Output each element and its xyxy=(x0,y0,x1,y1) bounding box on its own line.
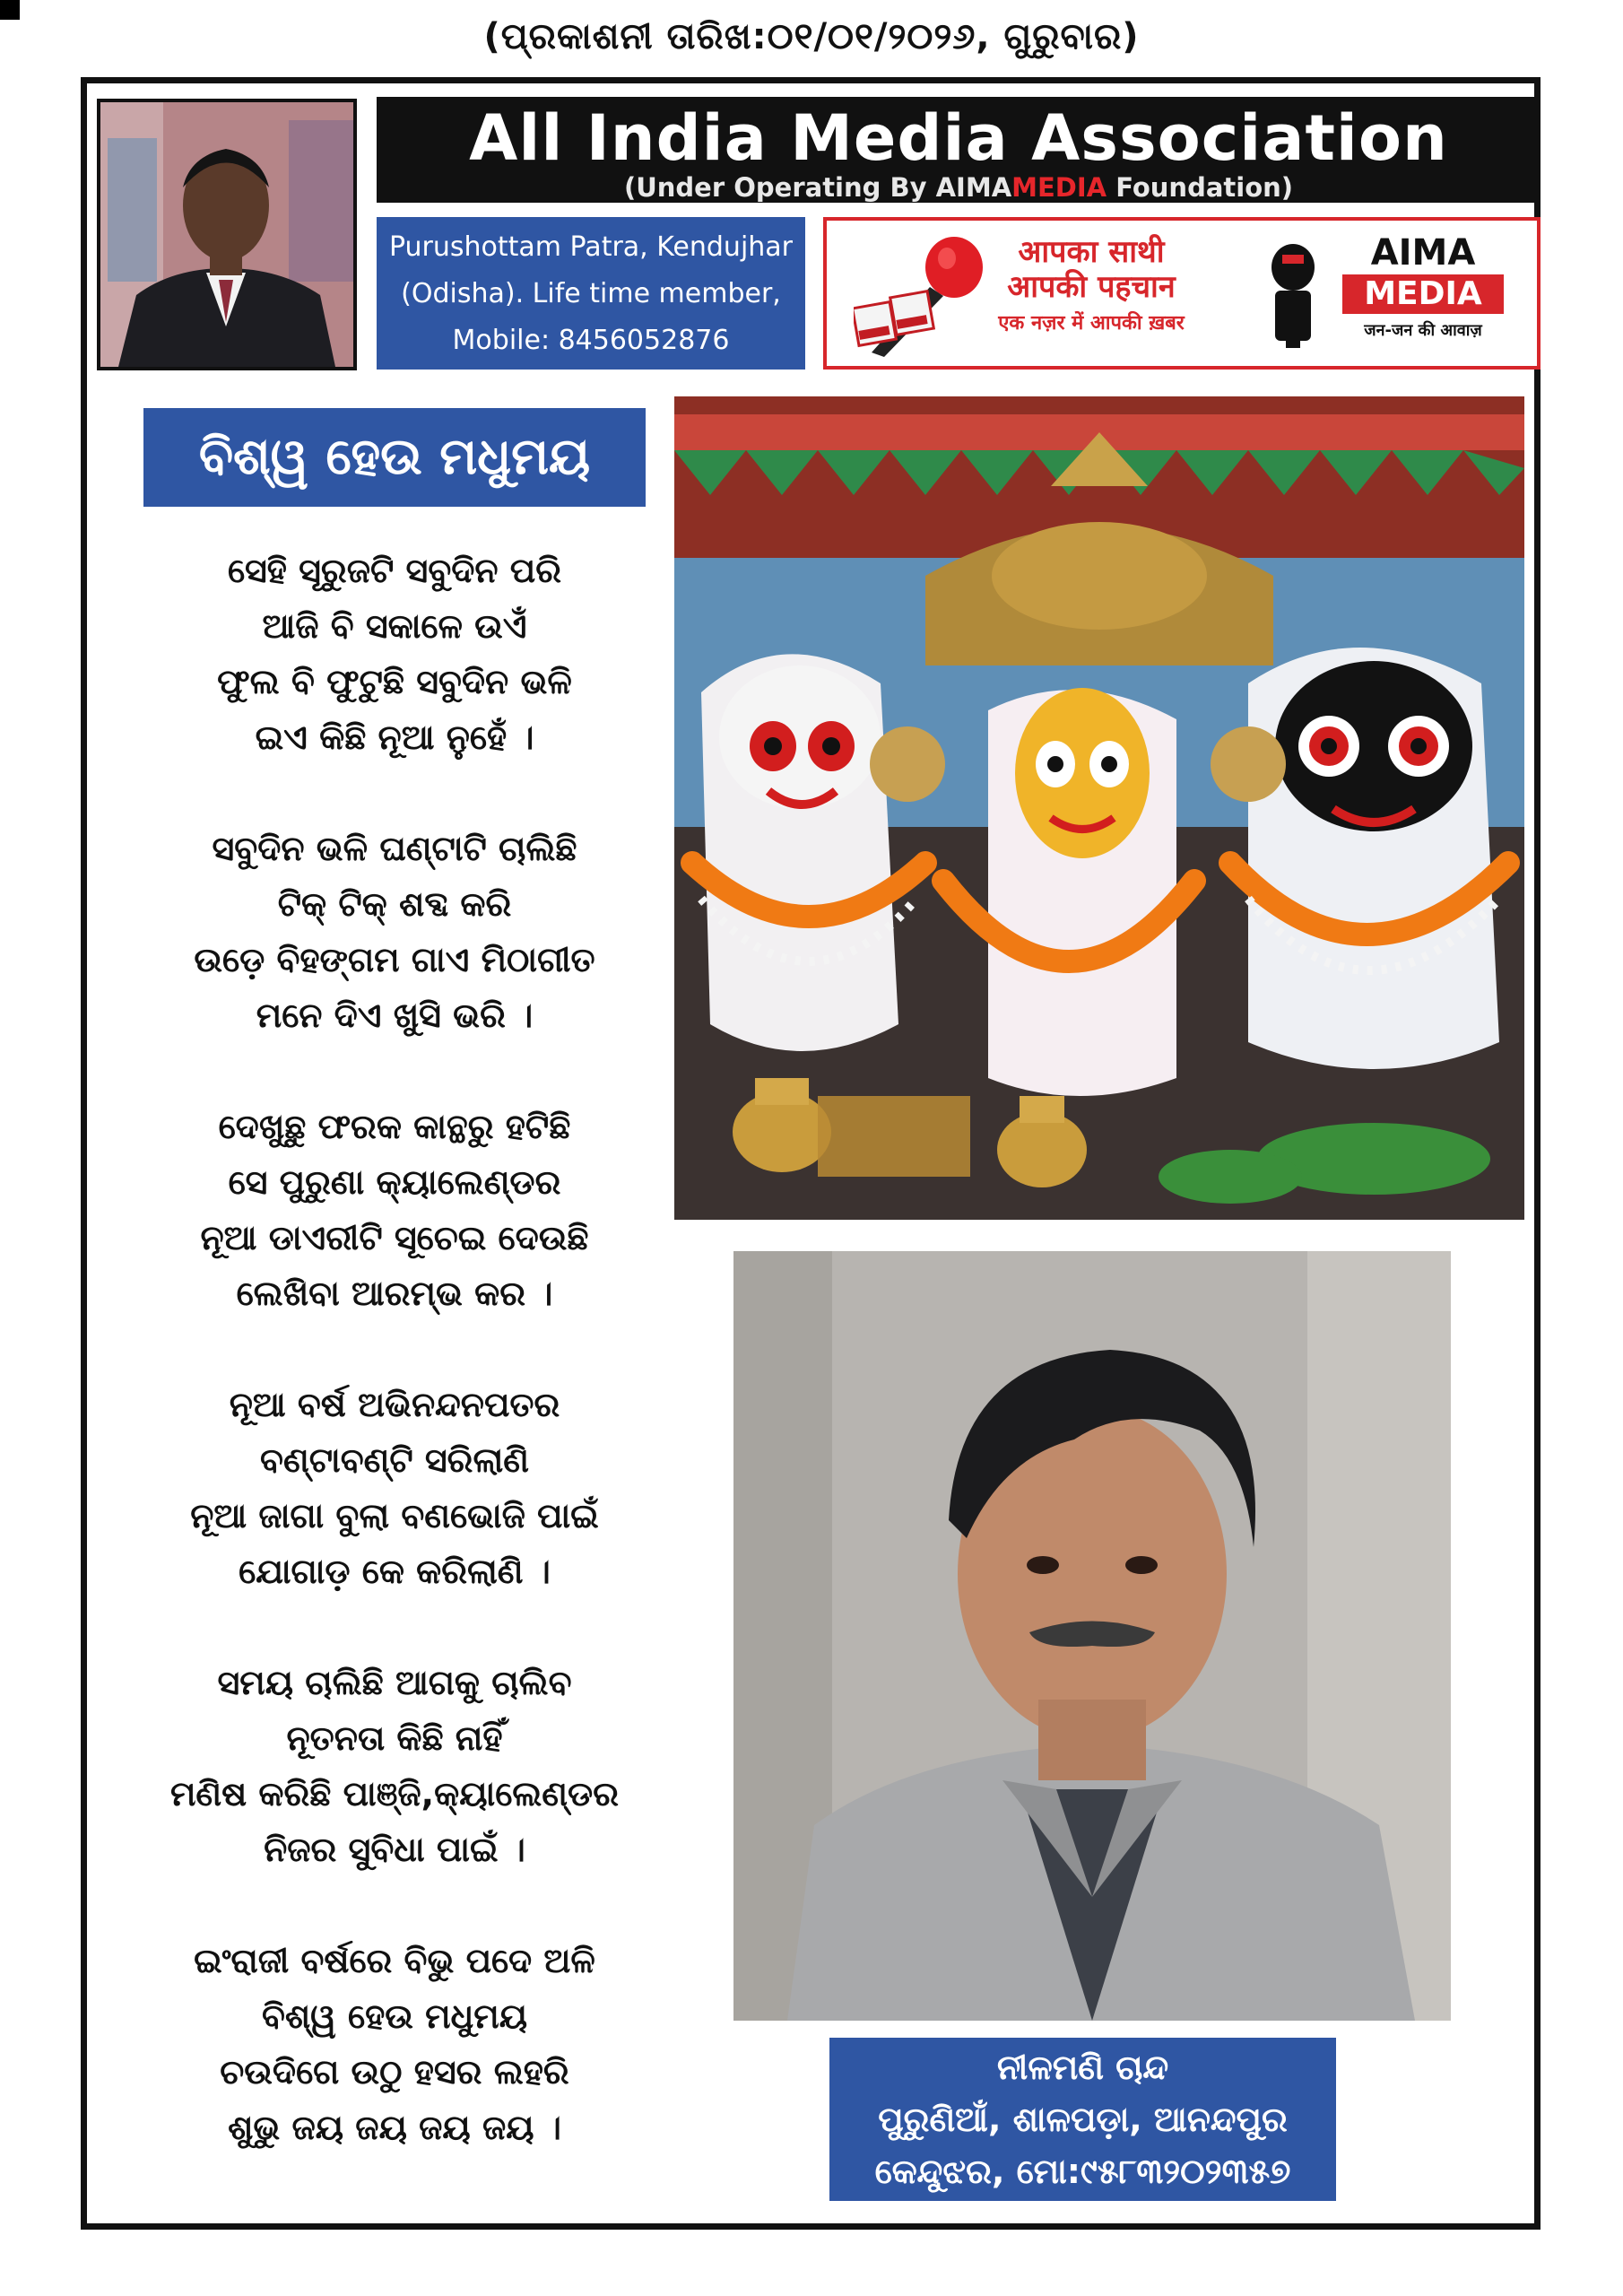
poem-line: ବଣ୍ଟାବଣ୍ଟି ସରିଲାଣି xyxy=(260,1440,529,1480)
association-name: All India Media Association xyxy=(469,101,1448,175)
deity-photo xyxy=(674,396,1524,1220)
author-district-phone: କେନ୍ଦୁଝର, ମୋ:୯୫୮୩୨୦୨୩୫୭ xyxy=(874,2152,1291,2191)
media-brand-name: AIMA xyxy=(1370,232,1476,274)
association-operated-by xyxy=(377,174,1541,201)
member-info-line3: Mobile: 8456052876 xyxy=(452,325,730,356)
member-photo xyxy=(97,99,357,370)
poem-line: ମନେ ଦିଏ ଖୁସି ଭରି । xyxy=(256,996,534,1035)
media-brand-tagline: जन-जन की आवाज़ xyxy=(1364,321,1482,340)
promo-slogan-line2: आपकी पहचान xyxy=(1007,269,1176,305)
poem-stanza xyxy=(126,1377,664,1599)
author-address: ପୁରୁଣିଆଁ, ଶାଳପଡ଼ା, ଆନନ୍ଦପୁର xyxy=(878,2100,1288,2139)
microphone-icon xyxy=(854,231,997,357)
poem-line: ଆଜି ବି ସକାଳେ ଉଏଁ xyxy=(262,606,527,646)
poem-line: ନିଜର ସୁବିଧା ପାଇଁ । xyxy=(264,1830,525,1869)
promo-slogan-line3: एक नज़र में आपकी ख़बर xyxy=(998,312,1185,335)
poem-stanza xyxy=(126,1933,664,2155)
poem-line: ନୂତନତା କିଛି ନାହିଁ xyxy=(286,1718,503,1758)
publication-date: (ପ୍ରକାଶନୀ ତାରିଖ:୦୧/୦୧/୨୦୨୬, ଗୁରୁବାର) xyxy=(483,16,1140,57)
poem-line: ସେ ପୁରୁଣା କ୍ୟାଲେଣ୍ଡର xyxy=(228,1162,561,1202)
member-info-line2: (Odisha). Life time member, xyxy=(401,278,781,309)
association-banner xyxy=(377,97,1541,203)
poem-line: ଟିକ୍ ଟିକ୍ ଶବ୍ଦ କରି xyxy=(277,884,512,924)
poem-line: ଉଡ଼େ ବିହଙ୍ଗମ ଗାଏ ମିଠାଗୀତ xyxy=(194,940,595,979)
poem-stanza xyxy=(126,821,664,1043)
operated-by-highlight: MEDIA xyxy=(1011,172,1107,203)
poem-line: ନୂଆ ବର୍ଷ ଅଭିନନ୍ଦନପତର xyxy=(229,1385,560,1424)
poem-line: ଦେଖୁଛୁ ଫରକ କାନ୍ଥରୁ ହଟିଛି xyxy=(218,1107,571,1146)
poem-line: ବିଶ୍ୱ ହେଉ ମଧୁମୟ xyxy=(261,1996,528,2036)
aima-media-promo xyxy=(823,217,1541,370)
poem-line: ସେହି ସୂରୁଜଟି ସବୁଦିନ ପରି xyxy=(227,551,562,590)
poem-line: ନୂଆ ଡାଏରୀଟି ସୂଚେଇ ଦେଉଛି xyxy=(200,1218,589,1257)
poem-stanza xyxy=(126,1099,664,1321)
poem-stanza xyxy=(126,543,664,765)
operated-by-suffix: Foundation) xyxy=(1107,172,1294,203)
poem-line: ଯୋଗାଡ଼ କେ କରିଲାଣି । xyxy=(239,1552,551,1591)
author-portrait-image xyxy=(733,1251,1451,2021)
poem-line: ଚଉଦିଗେ ଉଠୁ ହସର ଲହରି xyxy=(220,2052,569,2092)
poem-line: ଶୁଭୁ ଜୟ ଜୟ ଜୟ ଜୟ । xyxy=(228,2108,561,2147)
media-brand-sub: MEDIA xyxy=(1342,274,1504,314)
poem-line: ସବୁଦିନ ଭଳି ଘଣ୍ଟାଟି ଚାଲିଛି xyxy=(212,829,577,868)
member-info-box xyxy=(377,217,805,370)
member-info-line1: Purushottam Patra, Kendujhar xyxy=(388,231,794,263)
poem-line: ସମୟ ଚାଲିଛି ଆଗକୁ ଚାଲିବ xyxy=(217,1663,572,1702)
poem-line: ଫୁଲ ବି ଫୁଟୁଛି ସବୁଦିନ ଭଳି xyxy=(217,662,572,701)
operated-by-prefix: (Under Operating By AIMA xyxy=(623,172,1012,203)
poem-line: ମଣିଷ କରିଛି ପାଞ୍ଜି,କ୍ୟାଲେଣ୍ଡର xyxy=(169,1774,619,1813)
poem-line: ଲେଖିବା ଆରମ୍ଭ କର । xyxy=(236,1274,553,1313)
poem-line: ଇଏ କିଛି ନୂଆ ନୁହେଁ । xyxy=(255,718,534,757)
poem-title: ବିଶ୍ୱ ହେଉ ମଧୁମୟ xyxy=(143,408,646,507)
author-caption xyxy=(829,2038,1336,2201)
poem-line: ନୂଆ ଜାଗା ବୁଲା ବଣଭୋଜି ପାଇଁ xyxy=(190,1496,599,1535)
poem-body xyxy=(126,543,664,2211)
media-mic-logo-icon xyxy=(1266,242,1320,350)
author-photo xyxy=(733,1251,1451,2021)
promo-slogan xyxy=(979,235,1203,337)
promo-slogan-line1: आपका साथी xyxy=(1018,234,1165,270)
author-name: ନୀଳମଣି ଚାନ୍ଦ xyxy=(996,2048,1169,2087)
jagannath-deities-image xyxy=(674,396,1524,1220)
member-portrait-image xyxy=(100,102,353,367)
poem-line: ଇଂରାଜୀ ବର୍ଷରେ ବିଭୁ ପଦେ ଅଳି xyxy=(194,1941,595,1980)
poem-stanza xyxy=(126,1655,664,1877)
